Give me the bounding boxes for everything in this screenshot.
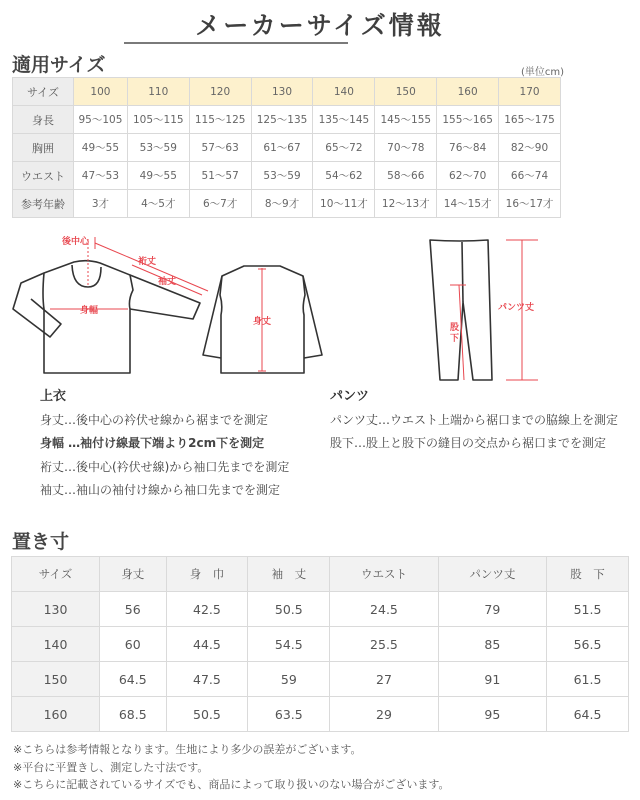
size-section-heading: 適用サイズ <box>12 54 106 76</box>
pants-desc-line: パンツ丈…ウエスト上端から裾口までの脇線上を測定 <box>330 412 619 427</box>
cell: 76〜84 <box>437 134 499 162</box>
pants-length-label: パンツ丈 <box>498 303 535 313</box>
cell: 60 <box>100 627 167 662</box>
row-label: 参考年齢 <box>13 190 74 218</box>
cell: 105〜115 <box>127 106 189 134</box>
top-desc-line: 身丈…後中心の衿伏せ線から裾までを測定 <box>40 412 269 427</box>
cell: 24.5 <box>330 592 438 627</box>
size-header-label: サイズ <box>13 78 74 106</box>
cell: 47.5 <box>166 662 248 697</box>
cell: 61〜67 <box>251 134 313 162</box>
cell: 53〜59 <box>127 134 189 162</box>
cell: 8〜9才 <box>251 190 313 218</box>
cell: 68.5 <box>100 697 167 732</box>
cell: 91 <box>438 662 546 697</box>
inseam-label-2: 下 <box>450 334 460 344</box>
cell: 145〜155 <box>375 106 437 134</box>
table-row <box>13 190 561 218</box>
cell: 135〜145 <box>313 106 375 134</box>
cell: 42.5 <box>166 592 248 627</box>
cell: 65〜72 <box>313 134 375 162</box>
oki-header: 股 下 <box>547 557 629 592</box>
oki-size: 160 <box>12 697 100 732</box>
cell: 165〜175 <box>499 106 561 134</box>
yuki-label: 裄丈 <box>138 257 157 267</box>
row-label: 身長 <box>13 106 74 134</box>
oki-header: 身 巾 <box>166 557 248 592</box>
cell: 16〜17才 <box>499 190 561 218</box>
table-row <box>12 662 629 697</box>
cell: 47〜53 <box>74 162 128 190</box>
top-description <box>40 385 289 503</box>
inseam-label-1: 股 <box>450 323 460 333</box>
oki-section-heading: 置き寸 <box>12 531 70 553</box>
oki-header: サイズ <box>12 557 100 592</box>
cell: 82〜90 <box>499 134 561 162</box>
row-label: ウエスト <box>13 162 74 190</box>
top-desc-line: 袖丈…袖山の袖付け線から袖口先までを測定 <box>40 483 281 497</box>
size-table-header-row <box>13 78 561 106</box>
top-desc-heading: 上衣 <box>40 389 67 404</box>
note-line: ※こちらは参考情報となります。生地により多少の誤差がございます。 <box>13 743 362 756</box>
size-col: 170 <box>499 78 561 106</box>
cell: 115〜125 <box>189 106 251 134</box>
cell: 54〜62 <box>313 162 375 190</box>
cell: 59 <box>248 662 330 697</box>
cell: 95 <box>438 697 546 732</box>
oki-header: ウエスト <box>330 557 438 592</box>
cell: 12〜13才 <box>375 190 437 218</box>
oki-size: 150 <box>12 662 100 697</box>
cell: 57〜63 <box>189 134 251 162</box>
cell: 64.5 <box>100 662 167 697</box>
body-length-label: 身丈 <box>253 317 272 327</box>
pants-diagram <box>420 230 540 390</box>
pants-desc-heading: パンツ <box>330 389 370 404</box>
note-line: ※平台に平置きし、測定した寸法です。 <box>13 760 209 774</box>
cell: 79 <box>438 592 546 627</box>
pants-description <box>330 385 618 456</box>
size-col: 150 <box>375 78 437 106</box>
oki-table <box>11 556 629 732</box>
top-desc-line: 裄丈…後中心(衿伏せ線)から袖口先までを測定 <box>40 459 290 474</box>
cell: 10〜11才 <box>313 190 375 218</box>
sleeve-label: 袖丈 <box>158 277 177 287</box>
cell: 54.5 <box>248 627 330 662</box>
cell: 51.5 <box>547 592 629 627</box>
cell: 49〜55 <box>127 162 189 190</box>
oki-size: 140 <box>12 627 100 662</box>
cell: 95〜105 <box>74 106 128 134</box>
cell: 49〜55 <box>74 134 128 162</box>
cell: 53〜59 <box>251 162 313 190</box>
cell: 85 <box>438 627 546 662</box>
oki-header: 身丈 <box>100 557 167 592</box>
page-title: メーカーサイズ情報 <box>195 11 445 40</box>
cell: 63.5 <box>248 697 330 732</box>
cell: 61.5 <box>547 662 629 697</box>
cell: 155〜165 <box>437 106 499 134</box>
cell: 25.5 <box>330 627 438 662</box>
table-row <box>13 134 561 162</box>
notes <box>13 741 449 794</box>
size-col: 110 <box>127 78 189 106</box>
table-row <box>12 627 629 662</box>
cell: 50.5 <box>166 697 248 732</box>
top-desc-line: 身幅 …袖付け線最下端より2cm下を測定 <box>40 436 265 450</box>
table-row <box>13 106 561 134</box>
size-col: 130 <box>251 78 313 106</box>
cell: 56 <box>100 592 167 627</box>
unit-label: (単位cm) <box>521 67 565 78</box>
cell: 27 <box>330 662 438 697</box>
cell: 29 <box>330 697 438 732</box>
size-table <box>12 77 561 218</box>
cell: 58〜66 <box>375 162 437 190</box>
cell: 64.5 <box>547 697 629 732</box>
oki-size: 130 <box>12 592 100 627</box>
cell: 4〜5才 <box>127 190 189 218</box>
oki-header: 袖 丈 <box>248 557 330 592</box>
table-row <box>13 162 561 190</box>
row-label: 胸囲 <box>13 134 74 162</box>
cell: 14〜15才 <box>437 190 499 218</box>
cell: 44.5 <box>166 627 248 662</box>
cell: 6〜7才 <box>189 190 251 218</box>
cell: 3才 <box>74 190 128 218</box>
size-col: 140 <box>313 78 375 106</box>
title-underline <box>124 42 348 44</box>
size-col: 120 <box>189 78 251 106</box>
body-width-label: 身幅 <box>80 306 99 316</box>
note-line: ※こちらに記載されているサイズでも、商品によって取り扱いのない場合がございます。 <box>13 778 450 791</box>
back-center-label: 後中心 <box>62 237 90 247</box>
table-row <box>12 592 629 627</box>
cell: 125〜135 <box>251 106 313 134</box>
oki-header-row <box>12 557 629 592</box>
cell: 56.5 <box>547 627 629 662</box>
size-col: 160 <box>437 78 499 106</box>
cell: 62〜70 <box>437 162 499 190</box>
cell: 50.5 <box>248 592 330 627</box>
table-row <box>12 697 629 732</box>
pants-desc-line: 股下…股上と股下の縫目の交点から裾口までを測定 <box>330 436 607 450</box>
size-col: 100 <box>74 78 128 106</box>
oki-header: パンツ丈 <box>438 557 546 592</box>
cell: 66〜74 <box>499 162 561 190</box>
cell: 70〜78 <box>375 134 437 162</box>
cell: 51〜57 <box>189 162 251 190</box>
top-front-diagram <box>0 225 210 385</box>
top-back-diagram <box>200 225 330 385</box>
